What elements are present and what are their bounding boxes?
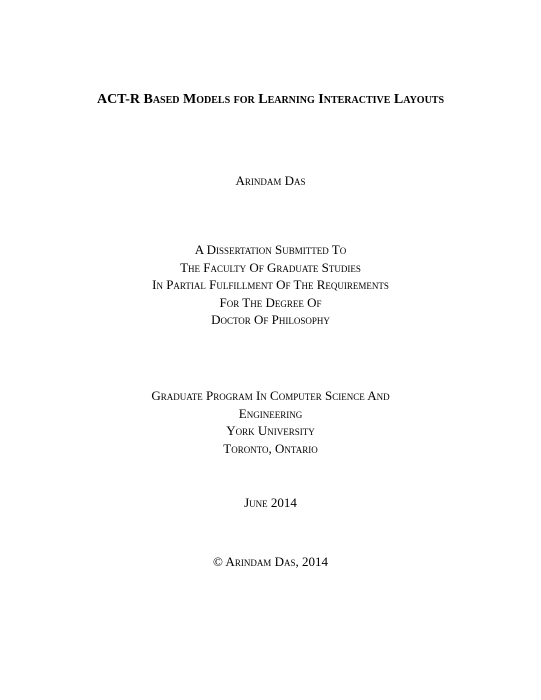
dissertation-title: ACT-R Based Models for Learning Interactive Layouts [96, 92, 445, 107]
institution-block [0, 387, 541, 457]
submission-statement [0, 241, 541, 329]
submission-line-2: The Faculty Of Graduate Studies [180, 259, 361, 275]
submission-line-4: For The Degree Of [219, 294, 322, 310]
submission-date: June 2014 [244, 495, 297, 510]
submission-line-5: Doctor Of Philosophy [211, 312, 330, 327]
submission-line-3: In Partial Fulfillment Of The Requirements [152, 277, 389, 292]
institution-line-1: Graduate Program In Computer Science And [151, 388, 390, 403]
institution-line-2: Engineering [238, 405, 303, 421]
copyright-notice: © Arindam Das, 2014 [213, 554, 328, 569]
submission-line-1: A Dissertation Submitted To [194, 242, 347, 257]
institution-line-3: York University [226, 423, 315, 438]
institution-line-4: Toronto, Ontario [223, 440, 318, 456]
author-name: Arindam Das [235, 173, 306, 188]
